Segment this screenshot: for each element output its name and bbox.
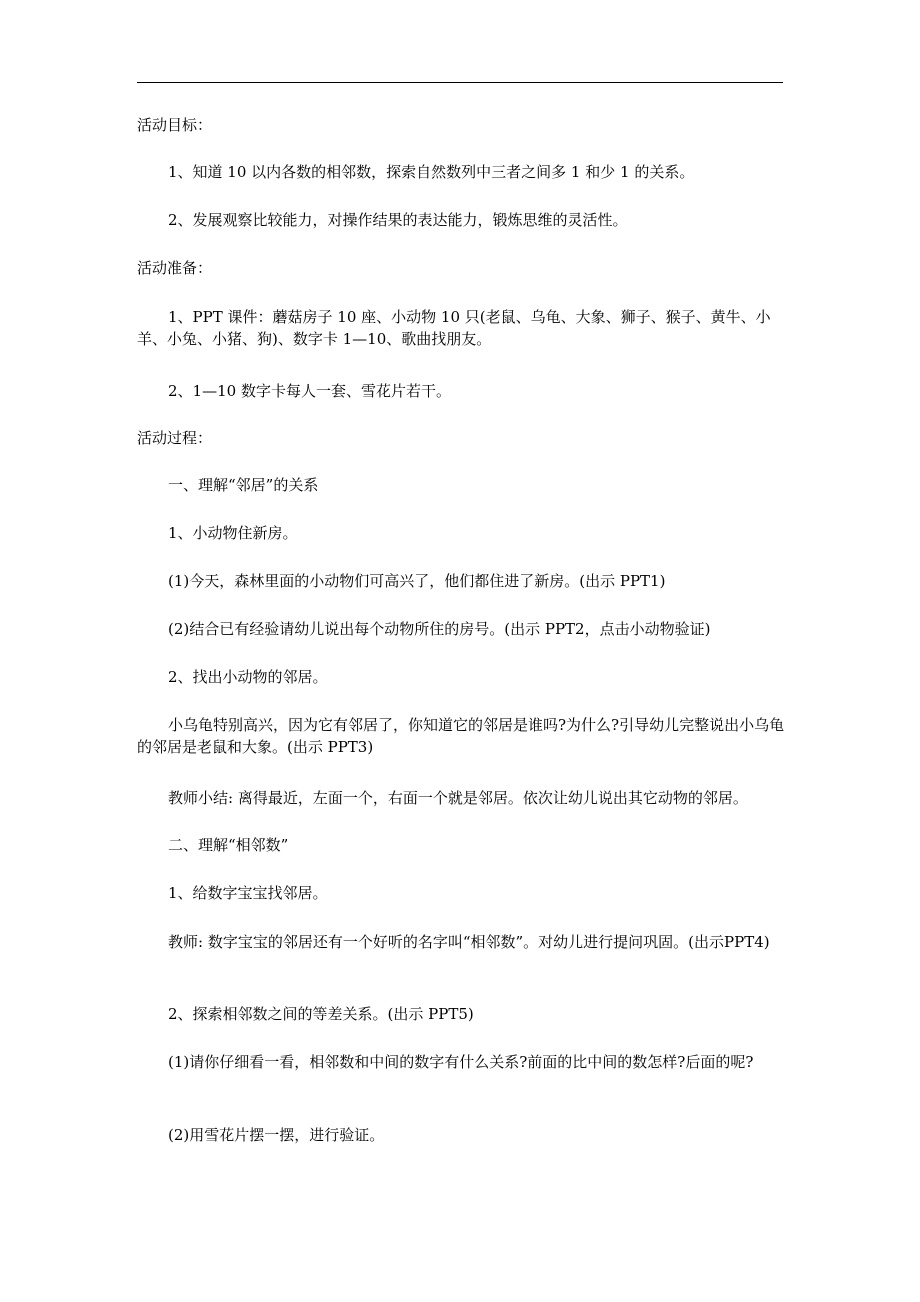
goal-item-2: 2、发展观察比较能力，对操作结果的表达能力，锻炼思维的灵活性。 [168,211,628,229]
header-rule [137,82,783,83]
section-2-step-1a: 教师: 数字宝宝的邻居还有一个好听的名字叫“相邻数”。对幼儿进行提问巩固。(出示PPT4) [168,933,770,951]
section-2-step-2: 2、探索相邻数之间的等差关系。(出示 PPT5) [168,1005,474,1023]
section-1-step-2: 2、找出小动物的邻居。 [168,668,328,686]
section-1-title: 一、理解“邻居”的关系 [168,476,319,494]
section-2-step-2b: (2)用雪花片摆一摆，进行验证。 [168,1126,385,1144]
section-1-step-2a: 小乌龟特别高兴，因为它有邻居了，你知道它的邻居是谁吗?为什么?引导幼儿完整说出小乌龟的邻居是老鼠和大象。(出示 PPT3) [137,716,785,756]
heading-goals: 活动目标： [137,116,213,134]
section-2-title: 二、理解“相邻数” [168,836,289,854]
section-1-step-1b: (2)结合已有经验请幼儿说出每个动物所住的房号。(出示 PPT2，点击小动物验证) [168,620,711,638]
prep-item-2: 2、1—10 数字卡每人一套、雪花片若干。 [168,382,451,400]
prep-item-1: 1、PPT 课件：蘑菇房子 10 座、小动物 10 只(老鼠、乌龟、大象、狮子、猴子、黄牛、小羊、小兔、小猪、狗)、数字卡 1—10、歌曲找朋友。 [137,308,771,348]
section-2-step-2a: (1)请你仔细看一看，相邻数和中间的数字有什么关系?前面的比中间的数怎样?后面的呢? [168,1053,754,1071]
section-1-step-1: 1、小动物住新房。 [168,524,298,542]
section-1-summary: 教师小结: 离得最近，左面一个，右面一个就是邻居。依次让幼儿说出其它动物的邻居。 [168,789,748,807]
heading-process: 活动过程： [137,429,213,447]
goal-item-1: 1、知道 10 以内各数的相邻数，探索自然数列中三者之间多 1 和少 1 的关系。 [168,163,695,181]
heading-preparation: 活动准备： [137,259,213,277]
section-2-step-1: 1、给数字宝宝找邻居。 [168,884,328,902]
section-1-step-1a: (1)今天，森林里面的小动物们可高兴了，他们都住进了新房。(出示 PPT1) [168,572,666,590]
